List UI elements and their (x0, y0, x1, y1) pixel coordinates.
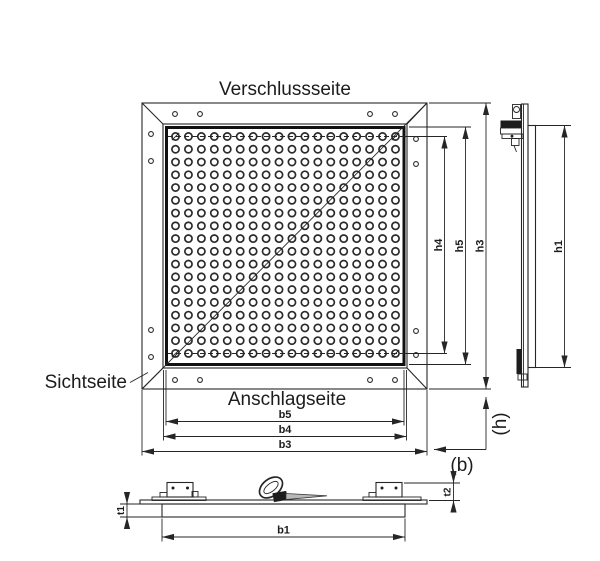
frame-screw-hole (393, 112, 398, 117)
dim-label-b1: b1 (277, 524, 290, 537)
bottom-view (116, 473, 460, 542)
frame-screw-hole (414, 162, 419, 167)
axis-label-h: (h) (490, 412, 511, 436)
frame-screw-hole (173, 378, 178, 383)
b1-dimension (162, 519, 405, 542)
label-verschlussseite: Verschlussseite (218, 79, 352, 100)
frame-screw-hole (368, 112, 373, 117)
label-anschlagseite: Anschlagseite (227, 389, 347, 410)
side-flange (522, 104, 529, 387)
bottom-left-bracket (152, 483, 206, 501)
frame-screw-hole (414, 137, 419, 142)
hinge-bar (517, 349, 522, 374)
latch-pin (511, 135, 514, 138)
bracket-upright (376, 483, 402, 498)
dim-label-t2: t2 (442, 487, 454, 497)
bracket-screw (172, 487, 175, 490)
frame-screw-hole (149, 159, 154, 164)
side-view (501, 104, 572, 387)
bottom-frame-box (162, 504, 405, 517)
bracket-step (369, 493, 376, 498)
carabiner-strap (286, 494, 327, 500)
width-dimensions (142, 370, 427, 456)
side-frame-box (528, 126, 536, 368)
dim-label-h5: h5 (454, 239, 466, 253)
latch-hook-tip (514, 146, 517, 153)
sichtseite-leader (130, 373, 148, 383)
miter-top-left (142, 103, 163, 124)
bracket-screw (395, 487, 398, 490)
frame-screw-hole (368, 378, 373, 383)
axis-label-b: (b) (450, 455, 474, 476)
frame-screw-hole (149, 132, 154, 137)
dim-label-b3: b3 (278, 439, 292, 451)
bottom-right-bracket (363, 483, 421, 501)
frame-screw-hole (149, 328, 154, 333)
dim-label-h1: h1 (553, 240, 565, 253)
label-sichtseite: Sichtseite (44, 372, 127, 393)
frame-screw-hole (173, 112, 178, 117)
side-latch (501, 105, 524, 153)
frame-screw-hole (414, 329, 419, 334)
bracket-screw (381, 487, 384, 490)
latch-knob (514, 107, 520, 113)
dim-label-b5: b5 (278, 409, 292, 421)
miter-bottom-right (407, 368, 427, 389)
frame-screw-hole (198, 112, 203, 117)
t1-dimension (116, 492, 163, 529)
height-dimensions (404, 103, 491, 389)
bracket-upright (167, 483, 193, 498)
t2-dimension (404, 474, 460, 510)
bracket-step (160, 493, 167, 498)
latch-body (501, 121, 522, 129)
dim-label-h4: h4 (433, 238, 445, 252)
carabiner-hook (256, 473, 327, 502)
bracket-screw (186, 487, 189, 490)
dim-label-b4: b4 (278, 424, 292, 436)
latch-hook (512, 139, 520, 146)
front-view (45, 79, 427, 410)
hinge-foot (518, 374, 527, 380)
frame-screw-hole (393, 378, 398, 383)
dim-label-t1: t1 (116, 506, 127, 515)
frame-screw-hole (198, 378, 203, 383)
axis-indicator (434, 397, 511, 476)
dim-label-h3: h3 (474, 239, 487, 253)
latch-body-lower (501, 128, 522, 134)
frame-screw-hole (149, 355, 154, 360)
